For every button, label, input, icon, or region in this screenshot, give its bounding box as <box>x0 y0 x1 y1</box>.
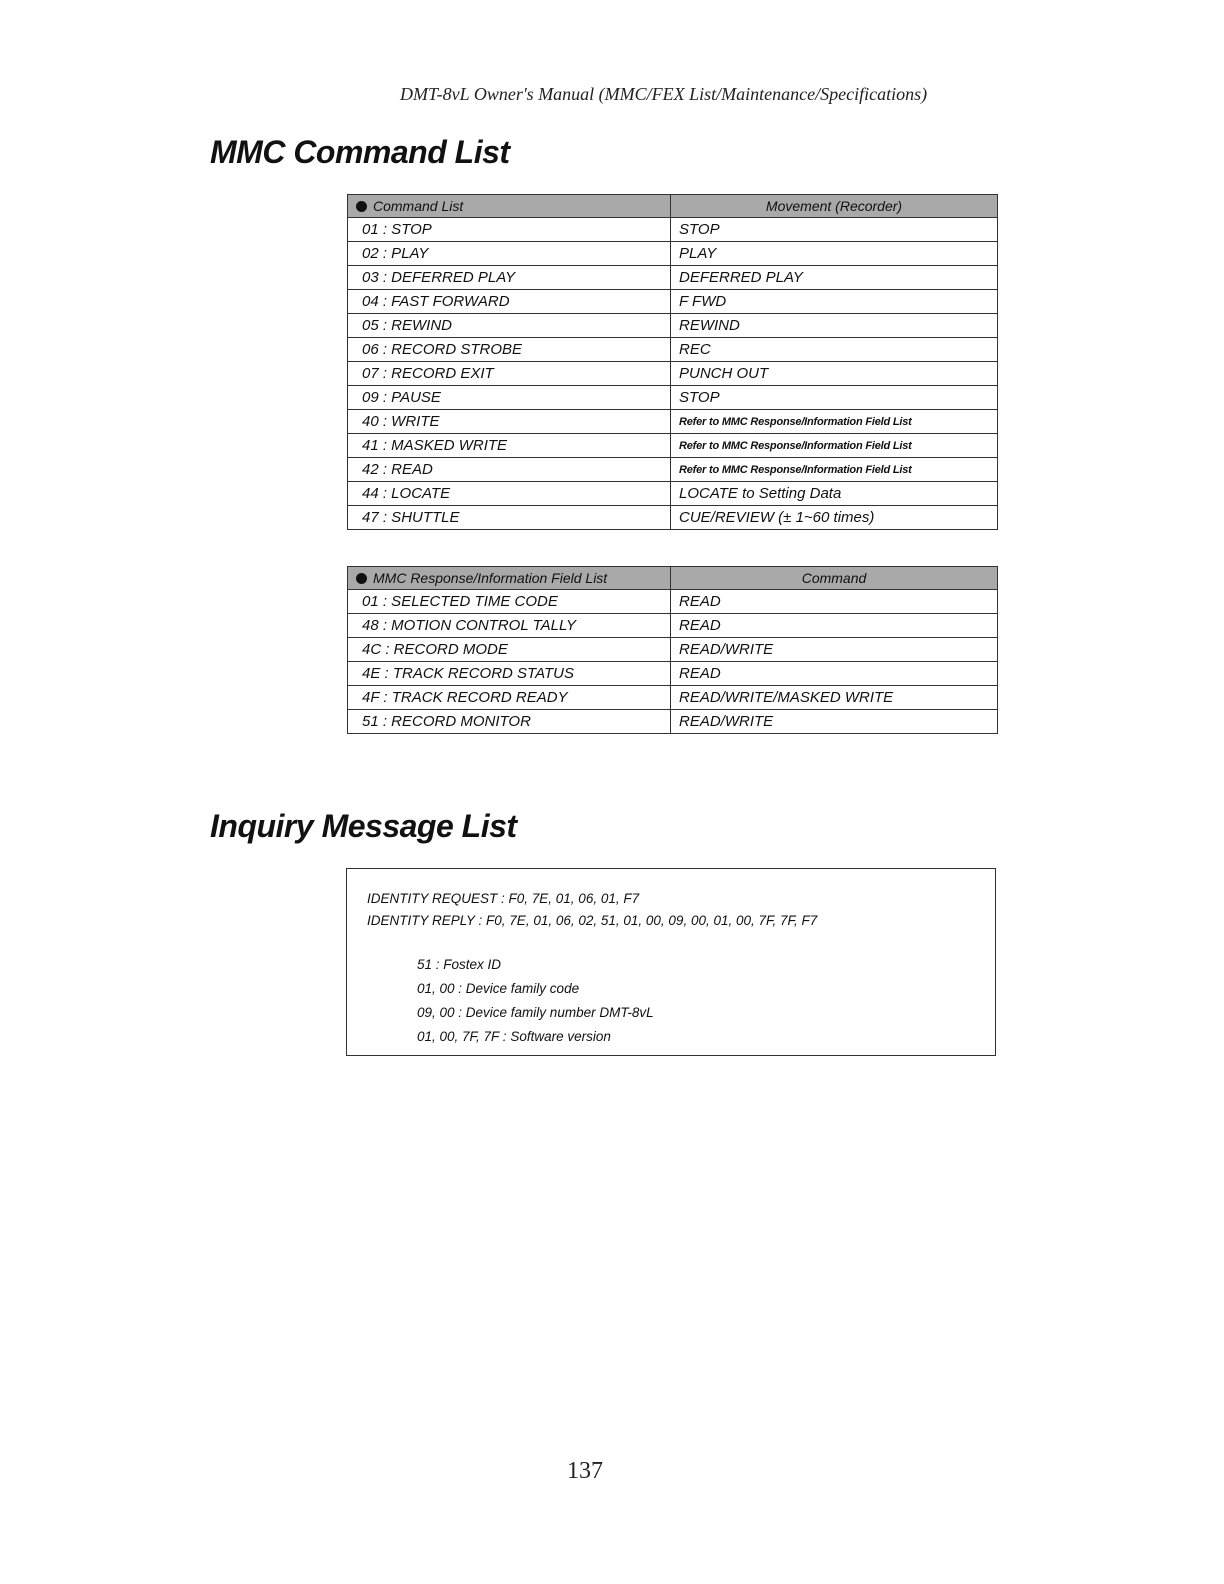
command-cell: 03 : DEFERRED PLAY <box>348 266 671 290</box>
table-row <box>348 434 998 458</box>
field-cell: 4E : TRACK RECORD STATUS <box>348 662 671 686</box>
header-label: Command List <box>373 198 464 214</box>
command-cell: 09 : PAUSE <box>348 386 671 410</box>
field-cell: 48 : MOTION CONTROL TALLY <box>348 614 671 638</box>
reply-note: 01, 00 : Device family code <box>417 981 580 996</box>
table-row <box>348 614 998 638</box>
page-number: 137 <box>567 1458 603 1484</box>
movement-cell: Refer to MMC Response/Information Field List <box>671 410 998 434</box>
movement-cell: Refer to MMC Response/Information Field List <box>671 458 998 482</box>
table-row <box>348 290 998 314</box>
table-row <box>348 710 998 734</box>
movement-cell: PLAY <box>671 242 998 266</box>
header-label: MMC Response/Information Field List <box>373 570 608 586</box>
table-row <box>348 218 998 242</box>
command-cell: 42 : READ <box>348 458 671 482</box>
movement-cell: REWIND <box>671 314 998 338</box>
command-cell: 40 : WRITE <box>348 410 671 434</box>
command-cell: 47 : SHUTTLE <box>348 506 671 530</box>
command-cell: 06 : RECORD STROBE <box>348 338 671 362</box>
inquiry-message-box <box>346 868 996 1056</box>
table-row <box>348 314 998 338</box>
command-cell: READ/WRITE <box>671 638 998 662</box>
table-row <box>348 686 998 710</box>
field-cell: 4F : TRACK RECORD READY <box>348 686 671 710</box>
response-field-header <box>348 567 671 590</box>
table-header-row <box>348 195 998 218</box>
movement-cell: PUNCH OUT <box>671 362 998 386</box>
command-list-header <box>348 195 671 218</box>
mmc-command-table <box>347 194 998 530</box>
table-row <box>348 242 998 266</box>
command-cell: 07 : RECORD EXIT <box>348 362 671 386</box>
movement-cell: LOCATE to Setting Data <box>671 482 998 506</box>
movement-header: Movement (Recorder) <box>671 195 998 218</box>
table-row <box>348 638 998 662</box>
reply-note: 01, 00, 7F, 7F : Software version <box>417 1029 611 1044</box>
identity-reply-line: IDENTITY REPLY : F0, 7E, 01, 06, 02, 51, 01, 00, 09, 00, 01, 00, 7F, 7F, F7 <box>367 913 818 928</box>
table-row <box>348 662 998 686</box>
table-row <box>348 482 998 506</box>
movement-cell: REC <box>671 338 998 362</box>
command-header: Command <box>671 567 998 590</box>
movement-cell: DEFERRED PLAY <box>671 266 998 290</box>
mmc-command-list-title: MMC Command List <box>210 134 510 170</box>
table-row <box>348 266 998 290</box>
table-row <box>348 506 998 530</box>
command-cell: READ/WRITE/MASKED WRITE <box>671 686 998 710</box>
identity-request-line: IDENTITY REQUEST : F0, 7E, 01, 06, 01, F7 <box>367 891 640 906</box>
movement-cell: CUE/REVIEW (± 1~60 times) <box>671 506 998 530</box>
command-cell: 01 : STOP <box>348 218 671 242</box>
command-cell: 41 : MASKED WRITE <box>348 434 671 458</box>
reply-note: 51 : Fostex ID <box>417 957 502 972</box>
table-row <box>348 338 998 362</box>
mmc-response-table <box>347 566 998 734</box>
inquiry-message-list-title: Inquiry Message List <box>210 808 517 844</box>
table-row <box>348 386 998 410</box>
movement-cell: Refer to MMC Response/Information Field List <box>671 434 998 458</box>
movement-cell: STOP <box>671 386 998 410</box>
table-row <box>348 410 998 434</box>
bullet-icon <box>356 573 367 584</box>
field-cell: 01 : SELECTED TIME CODE <box>348 590 671 614</box>
command-cell: 44 : LOCATE <box>348 482 671 506</box>
command-cell: READ <box>671 614 998 638</box>
command-cell: 02 : PLAY <box>348 242 671 266</box>
command-cell: READ <box>671 590 998 614</box>
movement-cell: F FWD <box>671 290 998 314</box>
table-header-row <box>348 567 998 590</box>
running-header: DMT-8vL Owner's Manual (MMC/FEX List/Maintenance/Specifications) <box>400 84 928 104</box>
command-cell: READ <box>671 662 998 686</box>
command-cell: 05 : REWIND <box>348 314 671 338</box>
table-row <box>348 590 998 614</box>
movement-cell: STOP <box>671 218 998 242</box>
command-cell: 04 : FAST FORWARD <box>348 290 671 314</box>
field-cell: 51 : RECORD MONITOR <box>348 710 671 734</box>
table-row <box>348 458 998 482</box>
reply-note: 09, 00 : Device family number DMT-8vL <box>417 1005 654 1020</box>
field-cell: 4C : RECORD MODE <box>348 638 671 662</box>
table-row <box>348 362 998 386</box>
command-cell: READ/WRITE <box>671 710 998 734</box>
bullet-icon <box>356 201 367 212</box>
